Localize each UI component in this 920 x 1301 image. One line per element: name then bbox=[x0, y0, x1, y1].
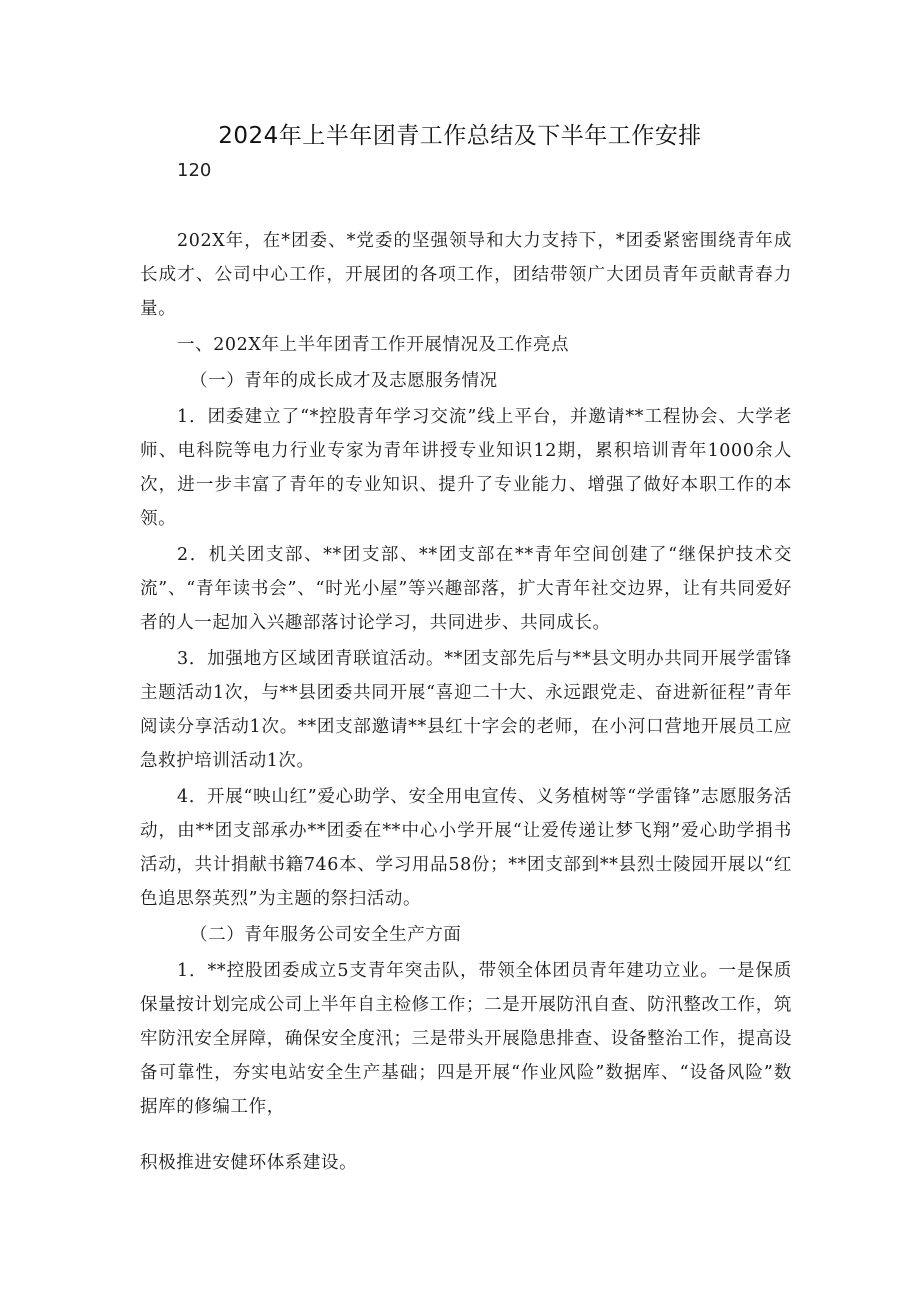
subsection-heading: （一）青年的成长成才及志愿服务情况 bbox=[190, 371, 498, 391]
intro-paragraph: 202X年，在*团委、*党委的坚强领导和大力支持下，*团委紧密围绕青年成长成才、公司中心工作，开展团的各项工作，团结带领广大团员青年贡献青春力量。 bbox=[140, 231, 792, 319]
list-item: 1．**控股团委成立5支青年突击队，带领全体团员青年建功立业。一是保质保量按计划完成公司上半年自主检修工作；二是开展防汛自查、防汛整改工作，筑牢防汛安全屏障，确保安全度汛；三是带头开展隐患排查、设备整治工作，提高设备可靠性，夯实电站安全生产基础；四是开展“作业风险”数据库、“设备风险”数据库的修编工作， bbox=[140, 961, 792, 1117]
list-item: 1．团委建立了“*控股青年学习交流”线上平台，并邀请**工程协会、大学老师、电科院等电力行业专家为青年讲授专业知识12期，累积培训青年1000余人次，进一步丰富了青年的专业知识、提升了专业能力、增强了做好本职工作的本领。 bbox=[140, 407, 792, 529]
list-item: 4．开展“映山红”爱心助学、安全用电宣传、义务植树等“学雷锋”志愿服务活动，由**团支部承办**团委在**中心小学开展“让爱传递让梦飞翔”爱心助学捐书活动，共计捐献书籍746本、学习用品58份；**团支部到**县烈士陵园开展以“红色追思祭英烈”为主题的祭扫活动。 bbox=[140, 787, 792, 909]
list-item: 2．机关团支部、**团支部、**团支部在**青年空间创建了“继保护技术交流”、“青年读书会”、“时光小屋”等兴趣部落，扩大青年社交边界，让有共同爱好者的人一起加入兴趣部落讨论学习，共同进步、共同成长。 bbox=[140, 545, 792, 633]
section-heading: 一、202X年上半年团青工作开展情况及工作亮点 bbox=[177, 335, 570, 355]
list-item: 3．加强地方区域团青联谊活动。**团支部先后与**县文明办共同开展学雷锋主题活动1次，与**县团委共同开展“喜迎二十大、永远跟党走、奋进新征程”青年阅读分享活动1次。**团支部邀请**县红十字会的老师，在小河口营地开展员工应急救护培训活动1次。 bbox=[140, 649, 792, 771]
document-title: 2024年上半年团青工作总结及下半年工作安排 bbox=[218, 123, 702, 149]
subsection-heading: （二）青年服务公司安全生产方面 bbox=[190, 925, 462, 945]
document-body bbox=[140, 224, 792, 1180]
continuation-paragraph: 积极推进安健环体系建设。 bbox=[140, 1153, 358, 1173]
document-number: 120 bbox=[177, 160, 212, 181]
